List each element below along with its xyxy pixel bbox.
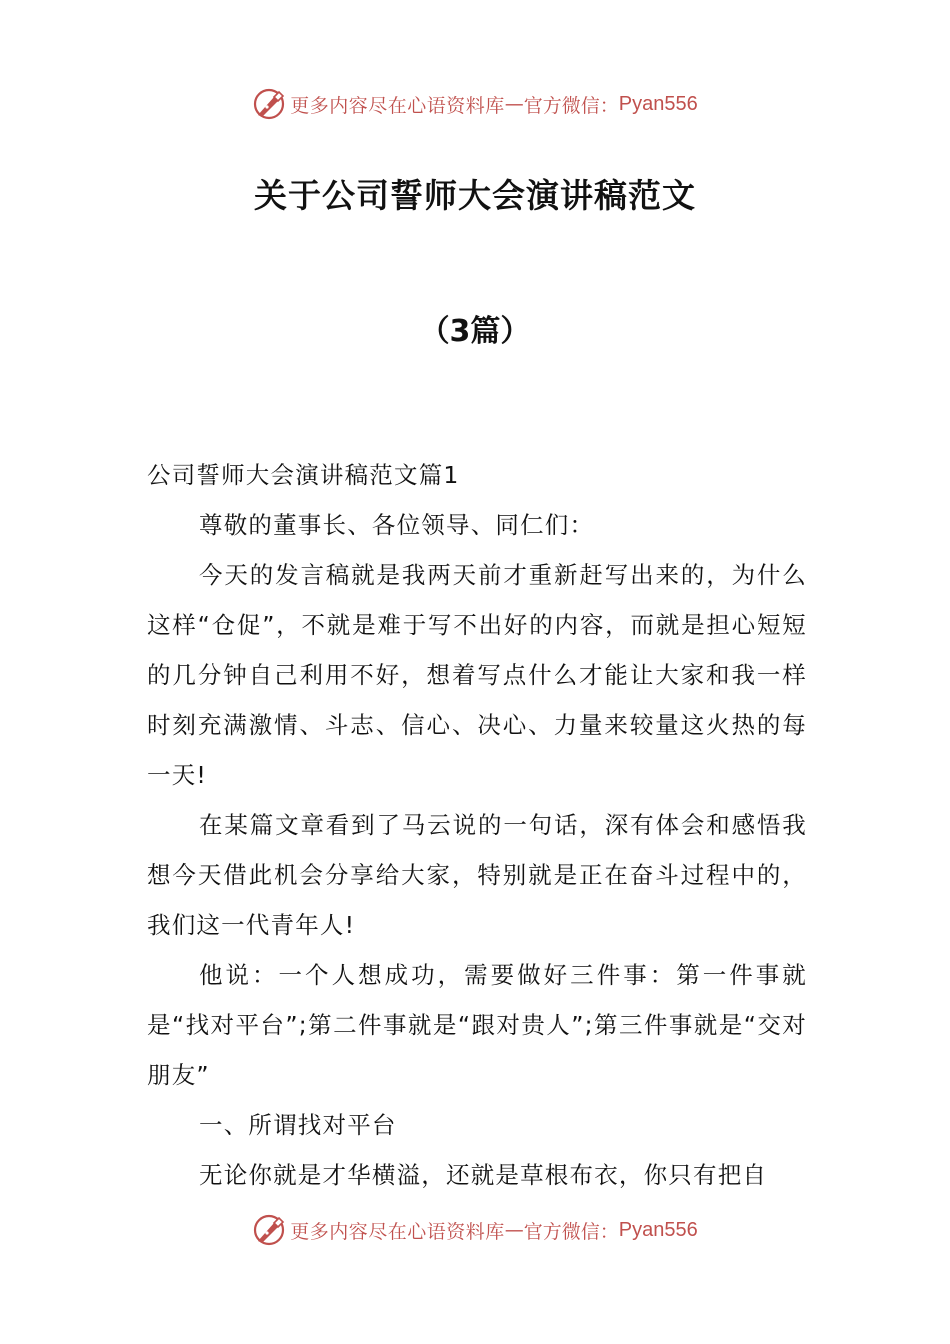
document-body bbox=[147, 450, 807, 1200]
watermark-header bbox=[0, 84, 950, 124]
salutation: 尊敬的董事长、各位领导、同仁们： bbox=[199, 511, 595, 539]
watermark-prefix: 更多内容尽在心语资料库 bbox=[290, 94, 505, 117]
watermark-prefix: 更多内容尽在心语资料库 bbox=[290, 1220, 505, 1243]
body-paragraph: 他说：一个人想成功，需要做好三件事：第一件事就是“找对平台”;第二件事就是“跟对贵人”;第三件事就是“交对朋友” bbox=[147, 961, 807, 1089]
body-paragraph: 今天的发言稿就是我两天前才重新赶写出来的，为什么这样“仓促”，不就是难于写不出好的内容，而就是担心短短的几分钟自己利用不好，想着写点什么才能让大家和我一样时刻充满激情、斗志、信心、决心、力量来较量这火热的每一天! bbox=[147, 561, 807, 789]
watermark-contact-label: 官方微信： bbox=[523, 94, 619, 117]
pen-nib-logo-icon bbox=[252, 1213, 286, 1247]
subsection-heading: 一、所谓找对平台 bbox=[199, 1111, 397, 1139]
document-title: 关于公司誓师大会演讲稿范文 bbox=[254, 176, 696, 215]
watermark-dash: — bbox=[504, 1219, 524, 1241]
section-heading: 公司誓师大会演讲稿范文篇1 bbox=[147, 461, 460, 489]
watermark-footer bbox=[0, 1210, 950, 1250]
document-subtitle: （3篇） bbox=[419, 314, 531, 349]
watermark-contact-id: Pyan556 bbox=[618, 92, 698, 115]
watermark-dash: — bbox=[504, 93, 524, 115]
watermark-contact-label: 官方微信： bbox=[523, 1220, 619, 1243]
body-paragraph: 无论你就是才华横溢，还就是草根布衣，你只有把自 bbox=[199, 1161, 768, 1189]
body-paragraph: 在某篇文章看到了马云说的一句话，深有体会和感悟我想今天借此机会分享给大家，特别就是正在奋斗过程中的，我们这一代青年人! bbox=[147, 811, 807, 939]
pen-nib-logo-icon bbox=[252, 87, 286, 121]
watermark-contact-id: Pyan556 bbox=[618, 1218, 698, 1241]
